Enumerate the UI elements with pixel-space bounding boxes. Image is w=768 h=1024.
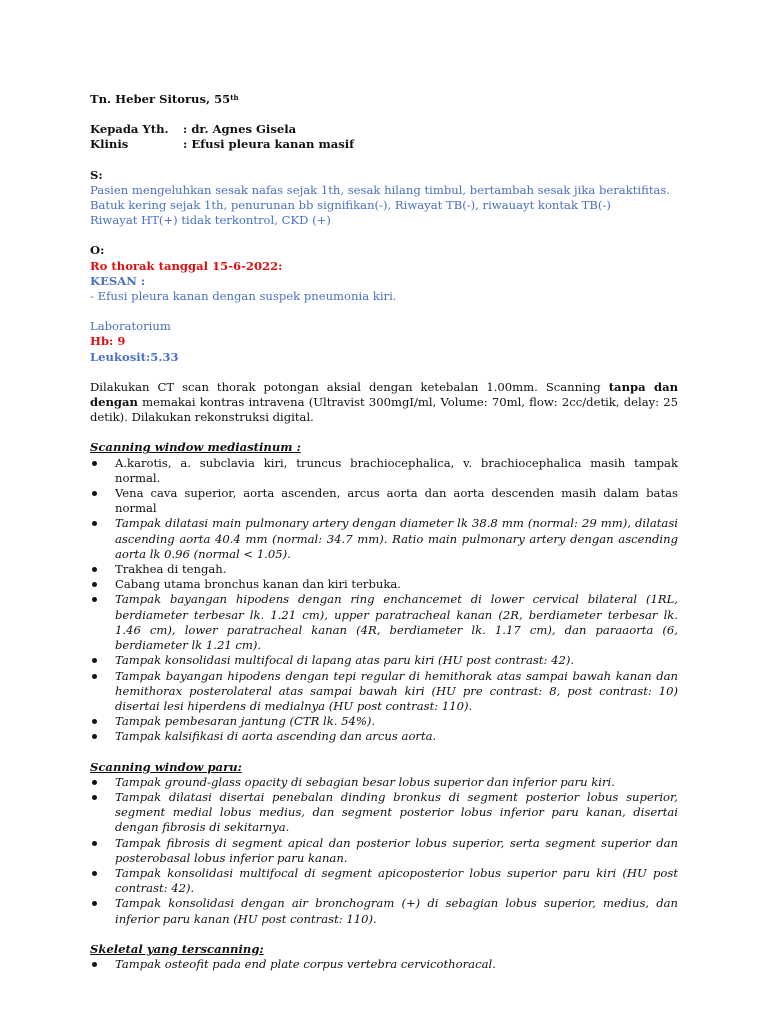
list-item: Cabang utama bronchus kanan dan kiri terbuka. bbox=[90, 577, 678, 592]
paru-list bbox=[90, 775, 678, 927]
recipient-row bbox=[90, 122, 678, 137]
subjective-line: Batuk kering sejak 1th, penurunan bb signifikan(-), Riwayat TB(-), riwauayt kontak TB(-) bbox=[90, 198, 611, 213]
paru-title: Scanning window paru: bbox=[90, 759, 242, 774]
report-page bbox=[90, 92, 678, 972]
ct-intro-text: Dilakukan CT scan thorak potongan aksial dengan ketebalan 1.00mm. Scanning bbox=[90, 379, 609, 394]
list-item: Tampak bayangan hipodens dengan ring enchancemet di lower cervical bilateral (1RL, berdiameter terbesar lk. 1.21 cm), upper paratracheal kanan (2R, berdiameter terbesar lk. 1.46 cm), lower paratracheal kanan (4R, berdiameter lk. 1.17 cm), dan paraaorta (6, berdiameter lk 1.21 cm). bbox=[90, 592, 678, 653]
recipient-value: : dr. Agnes Gisela bbox=[183, 122, 297, 137]
clinical-value: : Efusi pleura kanan masif bbox=[183, 137, 355, 152]
subjective-label: S: bbox=[90, 167, 103, 182]
patient-name-text: Tn. Heber Sitorus, 55 bbox=[90, 92, 231, 106]
list-item: Tampak konsolidasi dengan air bronchogram (+) di sebagian lobus superior, medius, dan inferior paru kanan (HU post contrast: 110). bbox=[90, 896, 678, 926]
subjective-line: Riwayat HT(+) tidak terkontrol, CKD (+) bbox=[90, 213, 331, 228]
list-item: Trakhea di tengah. bbox=[90, 562, 678, 577]
list-item: Tampak osteofit pada end plate corpus vertebra cervicothoracal. bbox=[90, 957, 678, 972]
kesan-text: - Efusi pleura kanan dengan suspek pneumonia kiri. bbox=[90, 289, 397, 304]
list-item: Tampak konsolidasi multifocal di segment apicoposterior lobus superior paru kiri (HU post contrast: 42). bbox=[90, 866, 678, 896]
objective-label: O: bbox=[90, 243, 105, 258]
list-item: Tampak fibrosis di segment apical dan posterior lobus superior, serta segment superior dan posterobasal lobus inferior paru kanan. bbox=[90, 836, 678, 866]
list-item: Tampak pembesaran jantung (CTR lk. 54%). bbox=[90, 714, 678, 729]
patient-age-suffix: th bbox=[230, 93, 239, 102]
lab-hb: Hb: 9 bbox=[90, 334, 126, 349]
recipient-label: Kepada Yth. bbox=[90, 122, 169, 137]
ct-intro-text-end: memakai kontras intravena (Ultravist 300mgI/ml, Volume: 70ml, flow: 2cc/detik, delay: 25 detik). Dilakukan rekonstruksi digital. bbox=[90, 395, 678, 425]
ct-intro-emphasis: tanpa dan dengan bbox=[90, 379, 679, 410]
list-item: Vena cava superior, aorta ascenden, arcus aorta dan aorta descenden masih dalam batas normal bbox=[90, 486, 678, 516]
mediastinum-list bbox=[90, 456, 678, 745]
clinical-row bbox=[90, 137, 678, 152]
skeletal-title: Skeletal yang terscanning: bbox=[90, 941, 264, 956]
lab-label: Laboratorium bbox=[90, 319, 171, 334]
list-item: Tampak ground-glass opacity di sebagian besar lobus superior dan inferior paru kiri. bbox=[90, 775, 678, 790]
clinical-label: Klinis bbox=[90, 137, 129, 152]
list-item: Tampak kalsifikasi di aorta ascending dan arcus aorta. bbox=[90, 729, 678, 744]
ro-thorak-title: Ro thorak tanggal 15-6-2022: bbox=[90, 258, 283, 273]
list-item: Tampak dilatasi main pulmonary artery dengan diameter lk 38.8 mm (normal: 29 mm), dilatasi ascending aorta 40.4 mm (normal: 34.7 mm). Ratio main pulmonary artery dengan ascending aorta lk 0.96 (normal < 1.05). bbox=[90, 516, 678, 562]
list-item: Tampak bayangan hipodens dengan tepi regular di hemithorak atas sampai bawah kanan dan hemithorax posterolateral atas sampai bawah kiri (HU pre contrast: 8, post contrast: 10) disertai lesi hiperdens di medialnya (HU post contrast: 110). bbox=[90, 669, 678, 715]
list-item: Tampak konsolidasi multifocal di lapang atas paru kiri (HU post contrast: 42). bbox=[90, 653, 678, 668]
kesan-label: KESAN : bbox=[90, 273, 146, 288]
patient-name bbox=[90, 92, 678, 107]
ct-intro bbox=[90, 380, 678, 426]
skeletal-list bbox=[90, 957, 678, 972]
list-item: A.karotis, a. subclavia kiri, truncus brachiocephalica, v. brachiocephalica masih tampak normal. bbox=[90, 456, 678, 486]
list-item: Tampak dilatasi disertai penebalan dinding bronkus di segment posterior lobus superior, segment medial lobus medius, dan segment posterior lobus inferior paru kanan, disertai dengan fibrosis di sekitarnya. bbox=[90, 790, 678, 836]
mediastinum-title: Scanning window mediastinum : bbox=[90, 440, 301, 455]
subjective-line: Pasien mengeluhkan sesak nafas sejak 1th, sesak hilang timbul, bertambah sesak jika beraktifitas. bbox=[90, 182, 671, 197]
lab-leukosit: Leukosit:5.33 bbox=[90, 349, 179, 364]
